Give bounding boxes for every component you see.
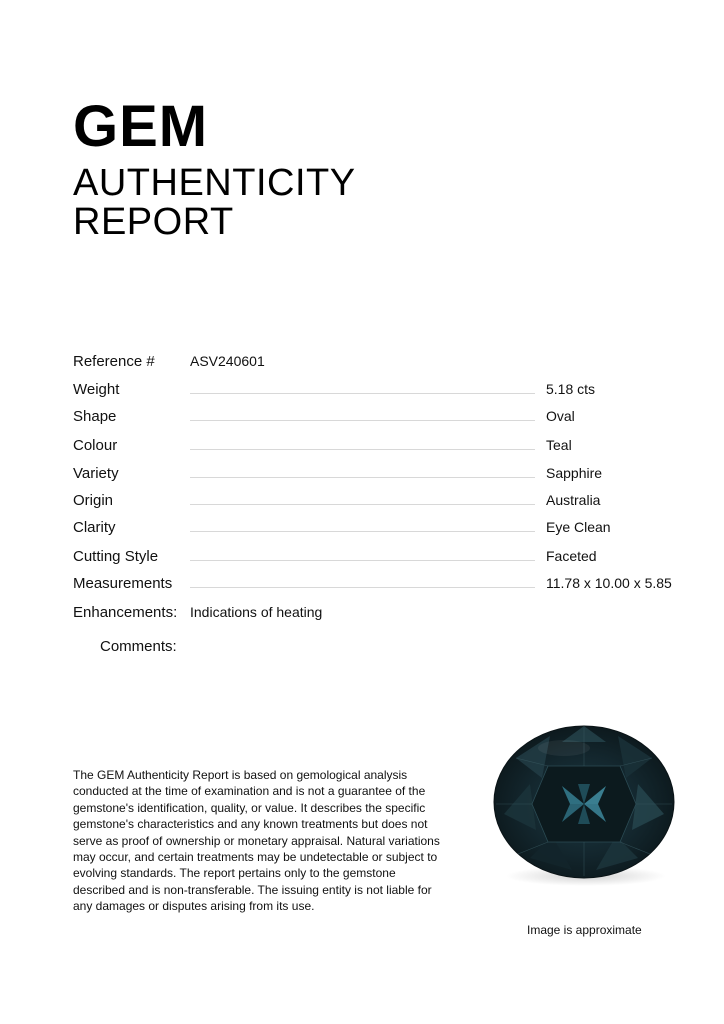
enhancements-label: Enhancements: — [73, 604, 178, 621]
weight-label: Weight — [73, 381, 120, 398]
gemstone-icon — [486, 718, 682, 888]
enhancements-value: Indications of heating — [190, 604, 323, 620]
leader-line — [190, 531, 535, 532]
leader-line — [190, 560, 535, 561]
oval-teal-sapphire-image — [486, 718, 682, 888]
shape-row — [0, 408, 724, 432]
leader-line — [190, 504, 535, 505]
cutting-style-label: Cutting Style — [73, 548, 159, 565]
colour-row — [0, 437, 724, 461]
leader-line — [190, 477, 535, 478]
weight-row — [0, 381, 724, 405]
reference-label: Reference # — [73, 353, 155, 370]
origin-label: Origin — [73, 492, 114, 509]
cutting-style-value: Faceted — [546, 548, 597, 564]
reference-row — [0, 353, 724, 377]
disclaimer-text: The GEM Authenticity Report is based on gemological analysis conducted at the time of examination and is not a guarantee of the gemstone's identification, quality, or value. It describes the specific gemstone's characteristics and any known treatments but does not serve as proof of ownership or monetary appraisal. Natural variations may occur, and certain treatments may be undetectable or subject to evolving standards. The report pertains only to the gemstone described and is non-transferable. The issuing entity is not liable for any damages or disputes arising from its use. — [73, 768, 440, 914]
reference-value: ASV240601 — [190, 353, 265, 369]
report-title-line2: REPORT — [73, 201, 234, 243]
measurements-label: Measurements — [73, 575, 173, 592]
measurements-value: 11.78 x 10.00 x 5.85 — [546, 575, 672, 591]
report-title-line1: AUTHENTICITY — [73, 162, 356, 204]
report-title-brand: GEM — [73, 94, 209, 159]
colour-value: Teal — [546, 437, 572, 453]
leader-line — [190, 420, 535, 421]
shape-label: Shape — [73, 408, 117, 425]
image-caption: Image is approximate — [527, 923, 642, 937]
measurements-row — [0, 575, 724, 599]
clarity-label: Clarity — [73, 519, 116, 536]
comments-label: Comments: — [100, 638, 177, 655]
origin-row — [0, 492, 724, 516]
enhancements-row — [0, 604, 724, 628]
clarity-value: Eye Clean — [546, 519, 611, 535]
origin-value: Australia — [546, 492, 601, 508]
shape-value: Oval — [546, 408, 575, 424]
clarity-row — [0, 519, 724, 543]
variety-value: Sapphire — [546, 465, 603, 481]
variety-row — [0, 465, 724, 489]
leader-line — [190, 393, 535, 394]
variety-label: Variety — [73, 465, 119, 482]
weight-value: 5.18 cts — [546, 381, 596, 397]
leader-line — [190, 587, 535, 588]
leader-line — [190, 449, 535, 450]
colour-label: Colour — [73, 437, 118, 454]
cutting-style-row — [0, 548, 724, 572]
